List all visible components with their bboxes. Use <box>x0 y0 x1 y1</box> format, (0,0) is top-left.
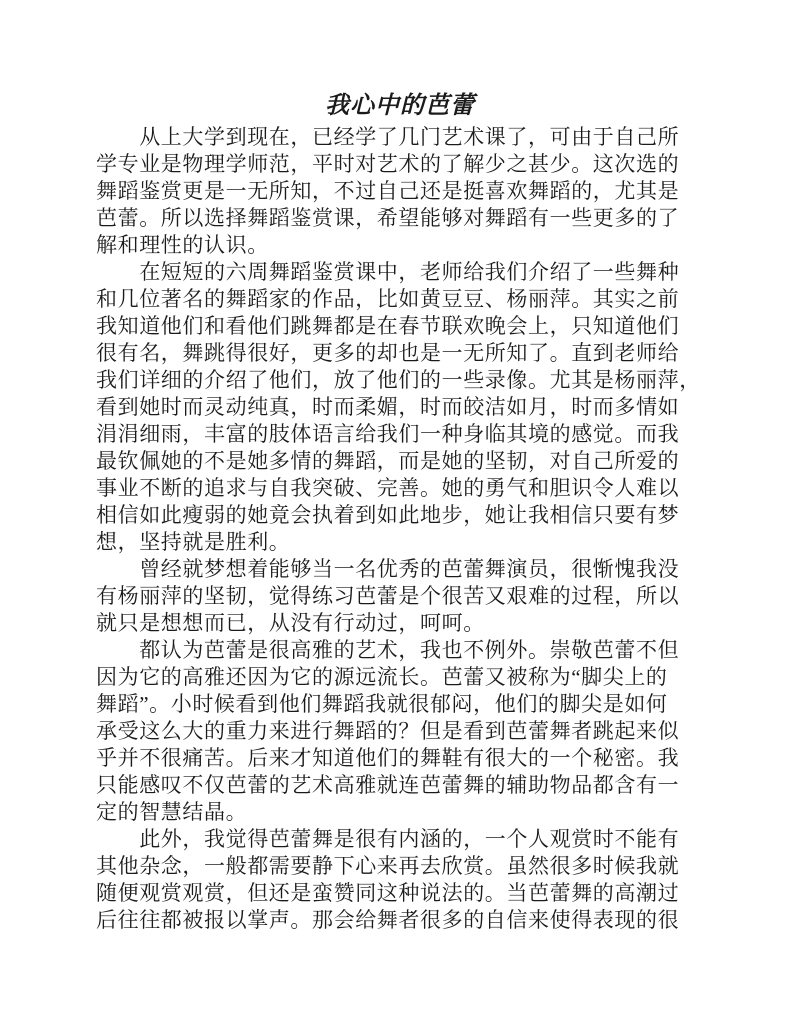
text-line: 相信如此瘦弱的她竟会执着到如此地步，她让我相信只要有梦 <box>96 503 680 527</box>
paragraph <box>96 637 692 826</box>
text-line: 在短短的六周舞蹈鉴赏课中，老师给我们介绍了一些舞种 <box>96 260 680 284</box>
text-line: 乎并不很痛苦。后来才知道他们的舞鞋有很大的一个秘密。我 <box>96 746 680 770</box>
text-line: 从上大学到现在，已经学了几门艺术课了，可由于自己所 <box>96 125 680 149</box>
paragraph <box>96 124 692 259</box>
text-line: 最钦佩她的不是她多情的舞蹈，而是她的坚韧，对自己所爱的 <box>96 449 680 473</box>
paragraph <box>96 259 701 556</box>
text-line: 只能感叹不仅芭蕾的艺术高雅就连芭蕾舞的辅助物品都含有一 <box>96 773 680 797</box>
text-line: 学专业是物理学师范，平时对艺术的了解少之甚少。这次选的 <box>96 152 680 176</box>
text-line: 因为它的高雅还因为它的源远流长。芭蕾又被称为“脚尖上的 <box>96 665 668 689</box>
paragraph <box>96 826 692 934</box>
text-line: 看到她时而灵动纯真，时而柔媚，时而皎洁如月，时而多情如 <box>96 395 680 419</box>
text-line: 有杨丽萍的坚韧，觉得练习芭蕾是个很苦又艰难的过程，所以 <box>96 584 680 608</box>
text-line: 事业不断的追求与自我突破、完善。她的勇气和胆识令人难以 <box>96 476 680 500</box>
text-line: 随便观赏观赏，但还是蛮赞同这种说法的。当芭蕾舞的高潮过 <box>96 881 680 905</box>
text-line: 舞蹈鉴赏更是一无所知，不过自己还是挺喜欢舞蹈的，尤其是 <box>96 179 680 203</box>
text-line: 此外，我觉得芭蕾舞是很有内涵的，一个人观赏时不能有 <box>96 827 680 851</box>
text-line: 曾经就梦想着能够当一名优秀的芭蕾舞演员，很惭愧我没 <box>96 557 680 581</box>
text-line: 想，坚持就是胜利。 <box>96 530 291 554</box>
text-line: 我们详细的介绍了他们，放了他们的一些录像。尤其是杨丽萍， <box>96 368 701 392</box>
text-line: 定的智慧结晶。 <box>96 800 248 824</box>
text-line: 舞蹈”。小时候看到他们舞蹈我就很郁闷，他们的脚尖是如何 <box>96 692 668 716</box>
text-line: 和几位著名的舞蹈家的作品，比如黄豆豆、杨丽萍。其实之前 <box>96 287 680 311</box>
text-line: 很有名，舞跳得很好，更多的却也是一无所知了。直到老师给 <box>96 341 680 365</box>
text-line: 我知道他们和看他们跳舞都是在春节联欢晚会上，只知道他们 <box>96 314 680 338</box>
text-line: 涓涓细雨，丰富的肢体语言给我们一种身临其境的感觉。而我 <box>96 422 680 446</box>
text-line: 后往往都被报以掌声。那会给舞者很多的自信来使得表现的很 <box>96 908 680 932</box>
document-body <box>96 124 701 934</box>
text-line: 就只是想想而已，从没有行动过，呵呵。 <box>96 611 485 635</box>
text-line: 解和理性的认识。 <box>96 233 269 257</box>
paragraph <box>96 556 692 637</box>
text-line: 承受这么大的重力来进行舞蹈的？但是看到芭蕾舞者跳起来似 <box>96 719 680 743</box>
document-title: 我心中的芭蕾 <box>325 93 475 119</box>
text-line: 其他杂念，一般都需要静下心来再去欣赏。虽然很多时候我就 <box>96 854 680 878</box>
text-line: 芭蕾。所以选择舞蹈鉴赏课，希望能够对舞蹈有一些更多的了 <box>96 206 680 230</box>
text-line: 都认为芭蕾是很高雅的艺术，我也不例外。崇敬芭蕾不但 <box>96 638 680 662</box>
